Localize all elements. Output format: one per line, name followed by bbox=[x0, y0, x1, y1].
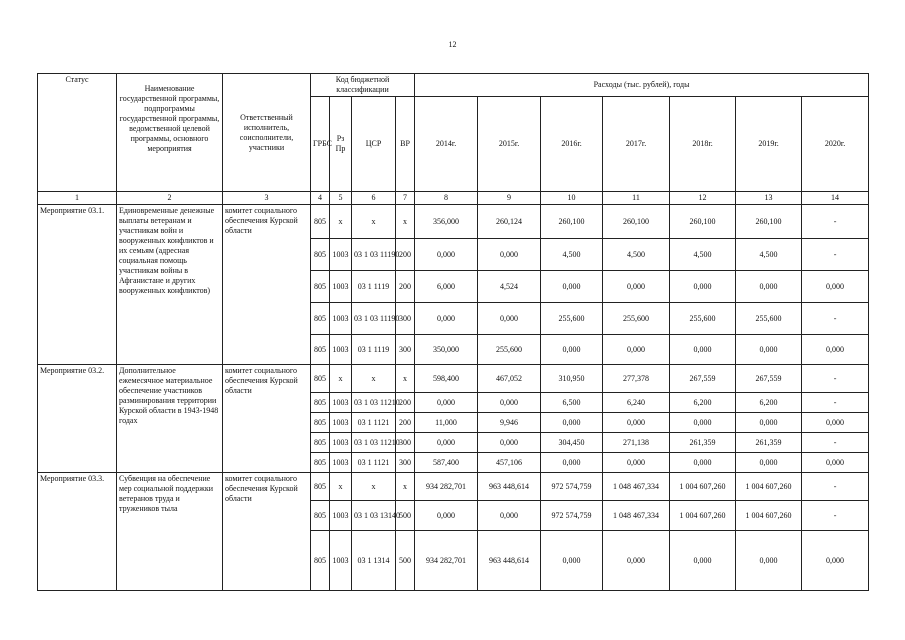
expense-value-cell: 0,000 bbox=[541, 271, 603, 303]
expense-value-cell: 4,524 bbox=[478, 271, 541, 303]
grbs-cell: 805 bbox=[311, 335, 330, 365]
header-year-2017: 2017г. bbox=[603, 97, 670, 192]
header-year-2016: 2016г. bbox=[541, 97, 603, 192]
expense-value-cell: 4,500 bbox=[670, 239, 736, 271]
header-year-2014: 2014г. bbox=[415, 97, 478, 192]
header-year-2018: 2018г. bbox=[670, 97, 736, 192]
event-executor: комитет социального обеспечения Курской области bbox=[223, 473, 311, 591]
column-number: 3 bbox=[223, 192, 311, 205]
expense-value-cell: 0,000 bbox=[415, 303, 478, 335]
expense-value-cell: 0,000 bbox=[802, 335, 869, 365]
rzpr-cell: 1003 bbox=[330, 393, 352, 413]
expense-value-cell: 1 048 467,334 bbox=[603, 501, 670, 531]
expense-value-cell: 277,378 bbox=[603, 365, 670, 393]
header-vr: ВР bbox=[396, 97, 415, 192]
expense-value-cell: 4,500 bbox=[603, 239, 670, 271]
grbs-cell: 805 bbox=[311, 239, 330, 271]
expense-value-cell: 255,600 bbox=[478, 335, 541, 365]
expense-value-cell: 1 004 607,260 bbox=[670, 473, 736, 501]
column-number: 5 bbox=[330, 192, 352, 205]
expense-value-cell: 260,124 bbox=[478, 205, 541, 239]
expense-value-cell: 0,000 bbox=[670, 335, 736, 365]
rzpr-cell: 1003 bbox=[330, 531, 352, 591]
expense-value-cell: 467,052 bbox=[478, 365, 541, 393]
expense-value-cell: 0,000 bbox=[415, 433, 478, 453]
expense-value-cell: 0,000 bbox=[478, 433, 541, 453]
column-number: 14 bbox=[802, 192, 869, 205]
csr-cell: 03 1 1119 bbox=[352, 335, 396, 365]
header-code-group: Код бюджетной классификации bbox=[311, 74, 415, 97]
expense-value-cell: - bbox=[802, 303, 869, 335]
expense-value-cell: 972 574,759 bbox=[541, 473, 603, 501]
table-row bbox=[38, 365, 869, 393]
expense-value-cell: 1 004 607,260 bbox=[736, 501, 802, 531]
event-name: Дополнительное ежемесячное материальное обеспечение участников разминирования территории Курской области в 1943-1948 годах bbox=[117, 365, 223, 473]
csr-cell: х bbox=[352, 365, 396, 393]
expense-value-cell: 0,000 bbox=[541, 531, 603, 591]
vr-cell: 300 bbox=[396, 303, 415, 335]
expense-value-cell: 9,946 bbox=[478, 413, 541, 433]
expense-value-cell: 4,500 bbox=[541, 239, 603, 271]
csr-cell: 03 1 03 11190 bbox=[352, 239, 396, 271]
expense-value-cell: - bbox=[802, 501, 869, 531]
expense-value-cell: 267,559 bbox=[736, 365, 802, 393]
expense-value-cell: 0,000 bbox=[541, 335, 603, 365]
expense-value-cell: 0,000 bbox=[736, 453, 802, 473]
expense-value-cell: 0,000 bbox=[603, 413, 670, 433]
event-executor: комитет социального обеспечения Курской области bbox=[223, 365, 311, 473]
expense-value-cell: - bbox=[802, 433, 869, 453]
expense-value-cell: 0,000 bbox=[603, 453, 670, 473]
expense-value-cell: 0,000 bbox=[478, 239, 541, 271]
csr-cell: 03 1 03 11210 bbox=[352, 393, 396, 413]
expense-value-cell: 271,138 bbox=[603, 433, 670, 453]
expense-value-cell: 0,000 bbox=[736, 271, 802, 303]
rzpr-cell: 1003 bbox=[330, 335, 352, 365]
header-expenses-group: Расходы (тыс. рублей), годы bbox=[415, 74, 869, 97]
vr-cell: 500 bbox=[396, 501, 415, 531]
csr-cell: 03 1 1121 bbox=[352, 413, 396, 433]
rzpr-cell: х bbox=[330, 365, 352, 393]
grbs-cell: 805 bbox=[311, 501, 330, 531]
rzpr-cell: 1003 bbox=[330, 303, 352, 335]
expense-value-cell: 0,000 bbox=[541, 453, 603, 473]
expense-value-cell: 260,100 bbox=[670, 205, 736, 239]
rzpr-cell: 1003 bbox=[330, 433, 352, 453]
expense-value-cell: 0,000 bbox=[802, 271, 869, 303]
expense-value-cell: 6,000 bbox=[415, 271, 478, 303]
expense-value-cell: 587,400 bbox=[415, 453, 478, 473]
csr-cell: 03 1 03 11210 bbox=[352, 433, 396, 453]
grbs-cell: 805 bbox=[311, 531, 330, 591]
expense-value-cell: 934 282,701 bbox=[415, 531, 478, 591]
grbs-cell: 805 bbox=[311, 453, 330, 473]
expense-value-cell: 0,000 bbox=[478, 501, 541, 531]
expense-value-cell: 261,359 bbox=[670, 433, 736, 453]
table-row bbox=[38, 205, 869, 239]
expense-value-cell: 260,100 bbox=[736, 205, 802, 239]
rzpr-cell: х bbox=[330, 473, 352, 501]
expense-value-cell: 963 448,614 bbox=[478, 473, 541, 501]
csr-cell: 03 1 1119 bbox=[352, 271, 396, 303]
grbs-cell: 805 bbox=[311, 393, 330, 413]
header-status: Статус bbox=[38, 74, 117, 192]
expense-value-cell: 0,000 bbox=[670, 413, 736, 433]
column-number: 8 bbox=[415, 192, 478, 205]
grbs-cell: 805 bbox=[311, 433, 330, 453]
header-executor: Ответственный исполнитель, соисполнители, участники bbox=[223, 74, 311, 192]
csr-cell: х bbox=[352, 473, 396, 501]
expense-value-cell: 0,000 bbox=[802, 413, 869, 433]
event-status: Мероприятие 03.1. bbox=[38, 205, 117, 365]
table-row bbox=[38, 473, 869, 501]
expense-value-cell: 0,000 bbox=[415, 239, 478, 271]
header-year-2015: 2015г. bbox=[478, 97, 541, 192]
column-number: 7 bbox=[396, 192, 415, 205]
csr-cell: 03 1 1121 bbox=[352, 453, 396, 473]
expense-value-cell: 972 574,759 bbox=[541, 501, 603, 531]
expense-value-cell: 1 048 467,334 bbox=[603, 473, 670, 501]
event-name: Субвенция на обеспечение мер социальной поддержки ветеранов труда и тружеников тыла bbox=[117, 473, 223, 591]
column-number: 6 bbox=[352, 192, 396, 205]
event-status: Мероприятие 03.3. bbox=[38, 473, 117, 591]
expense-value-cell: 260,100 bbox=[541, 205, 603, 239]
expense-value-cell: 0,000 bbox=[415, 501, 478, 531]
expense-value-cell: 304,450 bbox=[541, 433, 603, 453]
header-rzpr: Рз Пр bbox=[330, 97, 352, 192]
expense-value-cell: 934 282,701 bbox=[415, 473, 478, 501]
expense-value-cell: 4,500 bbox=[736, 239, 802, 271]
rzpr-cell: 1003 bbox=[330, 271, 352, 303]
expense-value-cell: 1 004 607,260 bbox=[670, 501, 736, 531]
expense-value-cell: 0,000 bbox=[802, 531, 869, 591]
header-grbs: ГРБС bbox=[311, 97, 330, 192]
page-number: 12 bbox=[448, 40, 457, 49]
expense-value-cell: 261,359 bbox=[736, 433, 802, 453]
vr-cell: 200 bbox=[396, 413, 415, 433]
expense-value-cell: 0,000 bbox=[603, 271, 670, 303]
expense-value-cell: 6,200 bbox=[670, 393, 736, 413]
expense-value-cell: 350,000 bbox=[415, 335, 478, 365]
expense-value-cell: 0,000 bbox=[736, 335, 802, 365]
column-number: 1 bbox=[38, 192, 117, 205]
vr-cell: 300 bbox=[396, 433, 415, 453]
vr-cell: х bbox=[396, 473, 415, 501]
expense-value-cell: 255,600 bbox=[670, 303, 736, 335]
event-name: Единовременные денежные выплаты ветеранам и участникам войн и вооруженных конфликтов и их семьям (адресная социальная помощь участникам войны в Афганистане и других вооруженных конфликтов) bbox=[117, 205, 223, 365]
expense-value-cell: - bbox=[802, 473, 869, 501]
expense-value-cell: - bbox=[802, 393, 869, 413]
grbs-cell: 805 bbox=[311, 271, 330, 303]
grbs-cell: 805 bbox=[311, 473, 330, 501]
expense-value-cell: 260,100 bbox=[603, 205, 670, 239]
expense-value-cell: 0,000 bbox=[670, 453, 736, 473]
rzpr-cell: 1003 bbox=[330, 239, 352, 271]
expense-value-cell: 0,000 bbox=[478, 303, 541, 335]
vr-cell: 300 bbox=[396, 453, 415, 473]
expense-value-cell: 0,000 bbox=[736, 531, 802, 591]
header-year-2020: 2020г. bbox=[802, 97, 869, 192]
grbs-cell: 805 bbox=[311, 303, 330, 335]
expense-value-cell: 310,950 bbox=[541, 365, 603, 393]
rzpr-cell: х bbox=[330, 205, 352, 239]
column-number: 4 bbox=[311, 192, 330, 205]
vr-cell: х bbox=[396, 365, 415, 393]
csr-cell: х bbox=[352, 205, 396, 239]
header-csr: ЦСР bbox=[352, 97, 396, 192]
expense-value-cell: 6,500 bbox=[541, 393, 603, 413]
expense-value-cell: 1 004 607,260 bbox=[736, 473, 802, 501]
header-name: Наименование государственной программы, подпрограммы государственной программы, ведомственной целевой программы, основного мероприятия bbox=[117, 74, 223, 192]
expense-value-cell: 11,000 bbox=[415, 413, 478, 433]
expense-value-cell: 0,000 bbox=[802, 453, 869, 473]
expense-value-cell: 267,559 bbox=[670, 365, 736, 393]
csr-cell: 03 1 1314 bbox=[352, 531, 396, 591]
expense-value-cell: 457,106 bbox=[478, 453, 541, 473]
csr-cell: 03 1 03 13140 bbox=[352, 501, 396, 531]
expense-value-cell: 0,000 bbox=[670, 531, 736, 591]
expense-value-cell: 6,240 bbox=[603, 393, 670, 413]
vr-cell: 200 bbox=[396, 239, 415, 271]
vr-cell: 500 bbox=[396, 531, 415, 591]
grbs-cell: 805 bbox=[311, 413, 330, 433]
expense-value-cell: 255,600 bbox=[736, 303, 802, 335]
expense-value-cell: - bbox=[802, 239, 869, 271]
expense-value-cell: 963 448,614 bbox=[478, 531, 541, 591]
expense-value-cell: 255,600 bbox=[603, 303, 670, 335]
event-executor: комитет социального обеспечения Курской области bbox=[223, 205, 311, 365]
budget-table bbox=[37, 73, 869, 591]
rzpr-cell: 1003 bbox=[330, 453, 352, 473]
grbs-cell: 805 bbox=[311, 205, 330, 239]
expense-value-cell: 255,600 bbox=[541, 303, 603, 335]
budget-table-body bbox=[38, 205, 869, 591]
column-number: 2 bbox=[117, 192, 223, 205]
rzpr-cell: 1003 bbox=[330, 501, 352, 531]
vr-cell: 200 bbox=[396, 271, 415, 303]
expense-value-cell: 0,000 bbox=[541, 413, 603, 433]
column-number-row bbox=[38, 192, 869, 205]
csr-cell: 03 1 03 11190 bbox=[352, 303, 396, 335]
expense-value-cell: 0,000 bbox=[603, 531, 670, 591]
column-number: 10 bbox=[541, 192, 603, 205]
column-number: 13 bbox=[736, 192, 802, 205]
expense-value-cell: 0,000 bbox=[478, 393, 541, 413]
column-number: 11 bbox=[603, 192, 670, 205]
expense-value-cell: 0,000 bbox=[415, 393, 478, 413]
header-year-2019: 2019г. bbox=[736, 97, 802, 192]
rzpr-cell: 1003 bbox=[330, 413, 352, 433]
vr-cell: 200 bbox=[396, 393, 415, 413]
expense-value-cell: 356,000 bbox=[415, 205, 478, 239]
expense-value-cell: 0,000 bbox=[670, 271, 736, 303]
expense-value-cell: 0,000 bbox=[736, 413, 802, 433]
expense-value-cell: - bbox=[802, 205, 869, 239]
vr-cell: 300 bbox=[396, 335, 415, 365]
vr-cell: х bbox=[396, 205, 415, 239]
expense-value-cell: 598,400 bbox=[415, 365, 478, 393]
expense-value-cell: 6,200 bbox=[736, 393, 802, 413]
column-number: 12 bbox=[670, 192, 736, 205]
expense-value-cell: - bbox=[802, 365, 869, 393]
grbs-cell: 805 bbox=[311, 365, 330, 393]
column-number: 9 bbox=[478, 192, 541, 205]
expense-value-cell: 0,000 bbox=[603, 335, 670, 365]
event-status: Мероприятие 03.2. bbox=[38, 365, 117, 473]
